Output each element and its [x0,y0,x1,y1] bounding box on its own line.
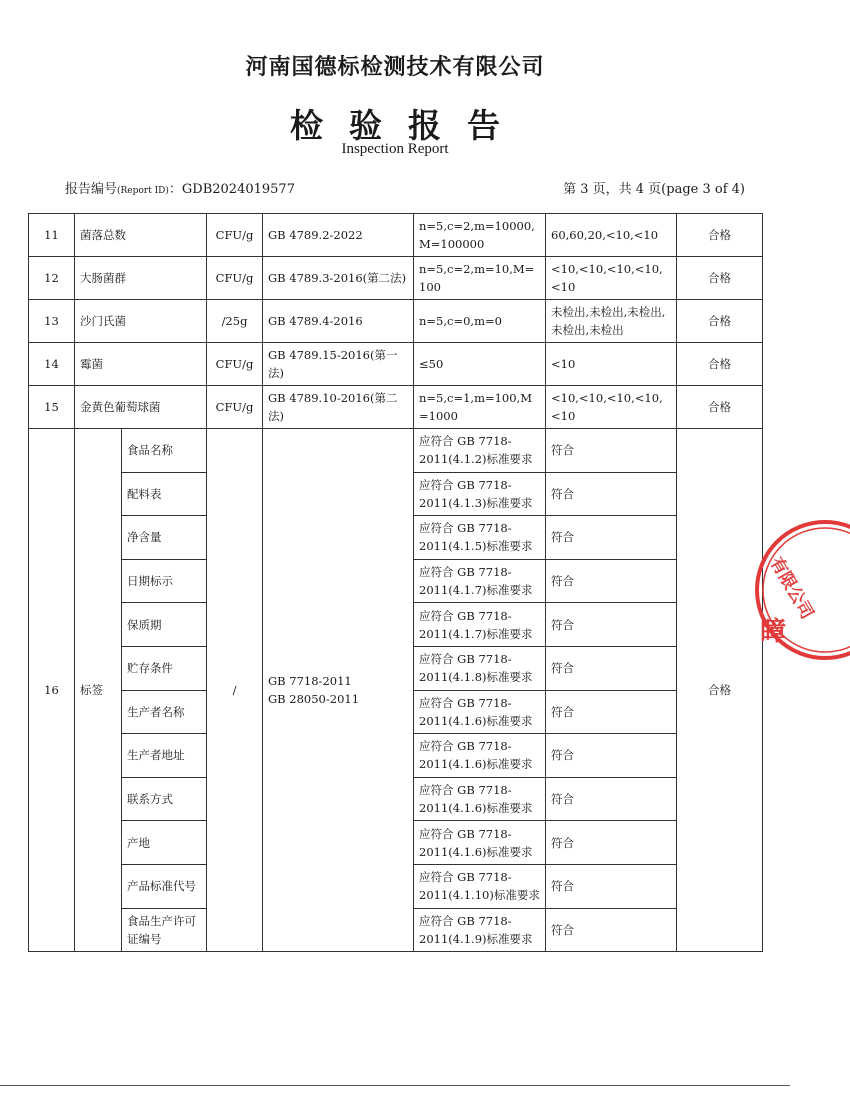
report-title: 检验报告 [290,106,526,145]
row-verdict: 合格 [677,257,763,300]
table-row [29,300,763,343]
label-subitem-result: 符合 [546,516,677,560]
label-unit: / [207,429,263,952]
seal-char: 瞕 [760,617,787,647]
page-number: 第 3 页，共 4 页(page 3 of 4) [563,182,745,197]
label-subitem-standard: 应符合 GB 7718-2011(4.1.10)标准要求 [414,864,546,908]
row-verdict: 合格 [677,343,763,386]
label-subitem-result: 符合 [546,472,677,516]
table-row [29,386,763,429]
row-verdict: 合格 [677,214,763,257]
row-no: 15 [29,386,75,429]
label-subitem-name: 保质期 [122,603,207,647]
row-method: GB 4789.15-2016(第一法) [263,343,414,386]
row-result: 60,60,20,<10,<10 [546,214,677,257]
row-result: <10 [546,343,677,386]
label-no: 16 [29,429,75,952]
label-subitem-name: 产地 [122,821,207,865]
row-result: 未检出,未检出,未检出,未检出,未检出 [546,300,677,343]
report-id-label: 报告编号 [65,182,118,197]
label-subitem-standard: 应符合 GB 7718-2011(4.1.7)标准要求 [414,559,546,603]
row-standard: n=5,c=1,m=100,M=1000 [414,386,546,429]
row-unit: CFU/g [207,214,263,257]
label-subitem-name: 食品生产许可证编号 [122,908,207,952]
label-subitem-name: 配料表 [122,472,207,516]
label-subitem-standard: 应符合 GB 7718-2011(4.1.6)标准要求 [414,690,546,734]
report-subtitle: Inspection Report [341,141,449,157]
row-standard: ≤50 [414,343,546,386]
row-item: 霉菌 [75,343,207,386]
row-unit: CFU/g [207,386,263,429]
row-unit: /25g [207,300,263,343]
row-no: 14 [29,343,75,386]
label-subrow [29,429,763,473]
company-seal [750,515,850,665]
label-subitem-name: 生产者名称 [122,690,207,734]
row-verdict: 合格 [677,386,763,429]
label-subitem-name: 贮存条件 [122,646,207,690]
label-subitem-result: 符合 [546,429,677,473]
label-subitem-result: 符合 [546,864,677,908]
label-subitem-name: 食品名称 [122,429,207,473]
label-subitem-result: 符合 [546,821,677,865]
label-item: 标签 [75,429,122,952]
label-subitem-standard: 应符合 GB 7718-2011(4.1.9)标准要求 [414,908,546,952]
label-subitem-standard: 应符合 GB 7718-2011(4.1.6)标准要求 [414,777,546,821]
row-method: GB 4789.3-2016(第二法) [263,257,414,300]
row-verdict: 合格 [677,300,763,343]
label-subitem-result: 符合 [546,908,677,952]
row-item: 大肠菌群 [75,257,207,300]
label-subitem-result: 符合 [546,690,677,734]
row-method: GB 4789.2-2022 [263,214,414,257]
row-result: <10,<10,<10,<10,<10 [546,257,677,300]
report-id-label-en: (Report ID) [117,186,169,196]
label-verdict: 合格 [677,429,763,952]
row-standard: n=5,c=2,m=10000,M=100000 [414,214,546,257]
table-row [29,214,763,257]
table-row [29,257,763,300]
report-id [65,178,295,197]
row-standard: n=5,c=0,m=0 [414,300,546,343]
label-method [263,429,414,952]
label-method-1: GB 7718-2011 [268,674,352,689]
label-subitem-name: 产品标准代号 [122,864,207,908]
label-subitem-standard: 应符合 GB 7718-2011(4.1.6)标准要求 [414,821,546,865]
seal-text: 有限公司 [765,553,817,623]
label-subitem-standard: 应符合 GB 7718-2011(4.1.2)标准要求 [414,429,546,473]
row-method: GB 4789.10-2016(第二法) [263,386,414,429]
label-subitem-standard: 应符合 GB 7718-2011(4.1.7)标准要求 [414,603,546,647]
row-result: <10,<10,<10,<10,<10 [546,386,677,429]
label-subitem-result: 符合 [546,559,677,603]
row-no: 13 [29,300,75,343]
label-subitem-standard: 应符合 GB 7718-2011(4.1.3)标准要求 [414,472,546,516]
label-subitem-standard: 应符合 GB 7718-2011(4.1.8)标准要求 [414,646,546,690]
label-subitem-name: 生产者地址 [122,734,207,778]
row-unit: CFU/g [207,343,263,386]
label-subitem-result: 符合 [546,603,677,647]
row-standard: n=5,c=2,m=10,M=100 [414,257,546,300]
label-method-2: GB 28050-2011 [268,692,360,707]
label-subitem-result: 符合 [546,734,677,778]
label-subitem-standard: 应符合 GB 7718-2011(4.1.5)标准要求 [414,516,546,560]
row-unit: CFU/g [207,257,263,300]
inspection-table [28,213,763,952]
label-subitem-name: 净含量 [122,516,207,560]
row-method: GB 4789.4-2016 [263,300,414,343]
label-subitem-name: 联系方式 [122,777,207,821]
table-row [29,343,763,386]
bottom-rule [0,1085,790,1086]
label-subitem-name: 日期标示 [122,559,207,603]
label-subitem-standard: 应符合 GB 7718-2011(4.1.6)标准要求 [414,734,546,778]
row-no: 12 [29,257,75,300]
label-subitem-result: 符合 [546,646,677,690]
row-item: 菌落总数 [75,214,207,257]
table-body [29,214,763,952]
row-item: 沙门氏菌 [75,300,207,343]
report-id-value: GDB2024019577 [181,182,295,197]
row-item: 金黄色葡萄球菌 [75,386,207,429]
report-id-separator: ： [168,182,182,197]
company-name: 河南国德标检测技术有限公司 [245,55,545,80]
row-no: 11 [29,214,75,257]
label-subitem-result: 符合 [546,777,677,821]
